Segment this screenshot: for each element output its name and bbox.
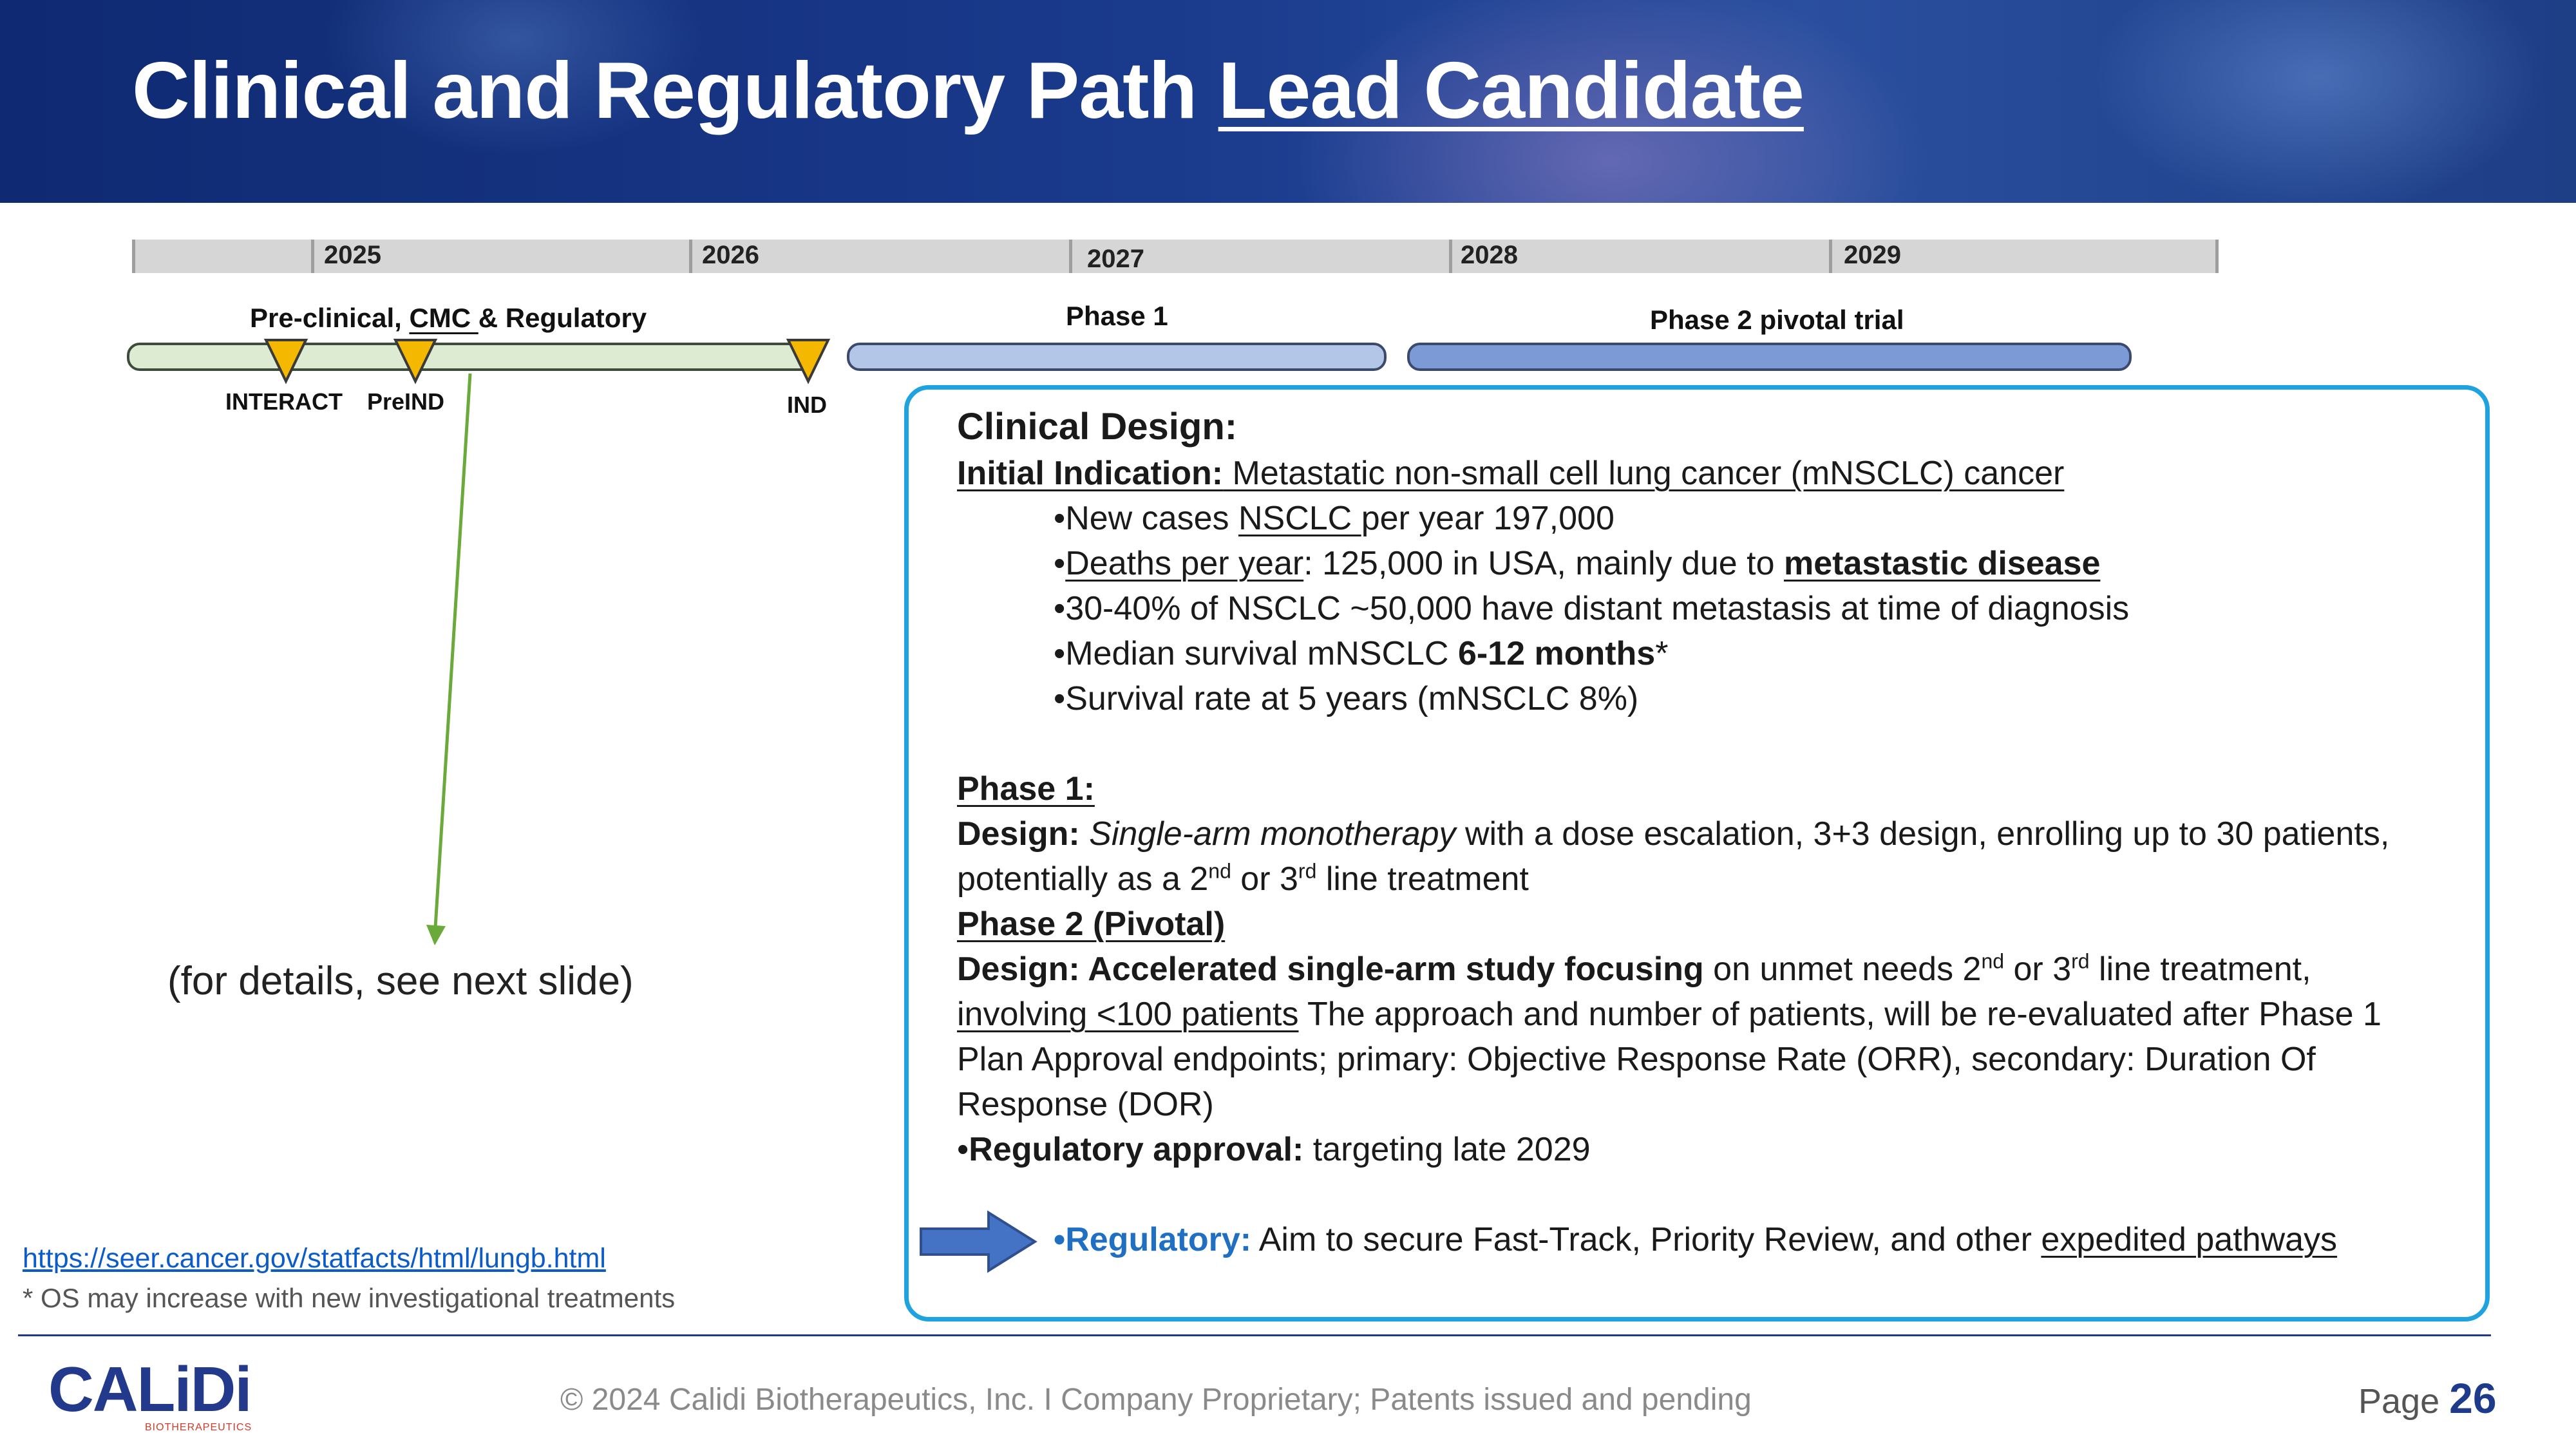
bullet-deaths xyxy=(1054,545,2100,583)
bullet-text: •Median survival mNSCLC xyxy=(1054,635,1458,672)
clinical-heading: Clinical Design: xyxy=(957,406,1238,448)
milestone-preind-marker xyxy=(395,340,435,381)
footer-divider xyxy=(18,1334,2491,1336)
milestone-label-preind: PreIND xyxy=(367,388,445,415)
regulatory-text: Aim to secure Fast-Track, Priority Review, and other xyxy=(1251,1221,2041,1258)
superscript: rd xyxy=(1298,859,1317,883)
phase-label-cmc: CMC xyxy=(409,303,478,333)
phase-label-part: & Regulatory xyxy=(478,303,647,333)
regulatory-approval-text: targeting late 2029 xyxy=(1303,1131,1591,1168)
bullet-text-underlined: Deaths per year xyxy=(1065,545,1304,582)
title-text: Clinical and Regulatory Path xyxy=(132,46,1218,135)
page-label: Page xyxy=(2358,1382,2450,1421)
design-label: Design: xyxy=(957,815,1080,853)
design-text: with a dose escalation, 3+3 design, enrolling up to 30 patients, xyxy=(1455,815,2390,853)
design-text-underlined: involving <100 patients xyxy=(957,996,1299,1033)
phase2-design-line4: Response (DOR) xyxy=(957,1086,1214,1123)
milestone-label-ind: IND xyxy=(787,392,827,418)
design-text: line treatment xyxy=(1316,860,1529,898)
superscript: nd xyxy=(1981,949,2005,973)
details-note: (for details, see next slide) xyxy=(167,959,634,1003)
milestone-interact-marker xyxy=(266,340,306,381)
os-footnote: * OS may increase with new investigational treatments xyxy=(23,1283,676,1313)
year-label: 2025 xyxy=(324,241,381,269)
bullet-text: • xyxy=(957,1131,969,1168)
bullet-text: • xyxy=(1054,545,1066,582)
logo-text: CALiDi xyxy=(48,1354,251,1425)
logo-subtext: BIOTHERAPEUTICS xyxy=(145,1422,252,1433)
details-arrow-line xyxy=(435,374,470,927)
bullet-text: * xyxy=(1655,635,1669,672)
design-text: potentially as a 2 xyxy=(957,860,1209,898)
bullet-text: per year 197,000 xyxy=(1361,500,1615,537)
design-text: line treatment, xyxy=(2089,951,2311,988)
bullet-text: •New cases xyxy=(1054,500,1238,537)
design-text: or 3 xyxy=(2004,951,2072,988)
phase-label-part: Pre-clinical, xyxy=(250,303,410,333)
regulatory-approval-line xyxy=(957,1131,1591,1170)
bullet-survival-rate: •Survival rate at 5 years (mNSCLC 8%) xyxy=(1054,680,1639,717)
bullet-median-survival xyxy=(1054,635,1668,674)
regulatory-pathway-line xyxy=(1054,1221,2337,1260)
regulatory-approval-label: Regulatory approval: xyxy=(969,1131,1304,1168)
bullet-metastasis: •30-40% of NSCLC ~50,000 have distant metastasis at time of diagnosis xyxy=(1054,590,2130,627)
milestone-ind-marker xyxy=(788,340,828,381)
phase2-design-line xyxy=(957,951,2311,989)
superscript: nd xyxy=(1208,859,1231,883)
page-number-label xyxy=(2358,1374,2497,1423)
phase1-design-line xyxy=(957,815,2389,854)
phase-label-phase2: Phase 2 pivotal trial xyxy=(1650,305,1904,335)
phase1-heading: Phase 1: xyxy=(957,770,1095,808)
phase2-heading: Phase 2 (Pivotal) xyxy=(957,905,1226,943)
page-number: 26 xyxy=(2449,1374,2497,1422)
details-arrow-head xyxy=(426,925,446,945)
calidi-logo xyxy=(48,1354,261,1435)
design-text: on unmet needs 2 xyxy=(1703,951,1982,988)
indication-label: Initial Indication: xyxy=(957,455,1224,492)
phase1-design-line2 xyxy=(957,860,1529,899)
design-text: The approach and number of patients, will be re-evaluated after Phase 1 xyxy=(1298,996,2382,1033)
year-label: 2026 xyxy=(702,241,759,269)
milestone-label-interact: INTERACT xyxy=(225,388,343,415)
design-italic: Single-arm monotherapy xyxy=(1089,815,1456,853)
bullet-text-emphasis: metastastic disease xyxy=(1783,545,2101,582)
year-label: 2029 xyxy=(1844,241,1901,269)
regulatory-label: •Regulatory: xyxy=(1054,1221,1252,1258)
regulatory-text-underlined: expedited pathways xyxy=(2041,1221,2338,1258)
bullet-new-cases xyxy=(1054,500,1615,538)
indication-line xyxy=(957,455,2064,493)
design-label: Design: Accelerated single-arm study focusing xyxy=(957,951,1704,988)
bullet-text-underlined: NSCLC xyxy=(1238,500,1361,537)
superscript: rd xyxy=(2071,949,2090,973)
bullet-text-emphasis: 6-12 months xyxy=(1457,635,1656,672)
indication-text: Metastatic non-small cell lung cancer (mNSCLC) cancer xyxy=(1223,455,2065,492)
phase2-design-line3: Plan Approval endpoints; primary: Objective Response Rate (ORR), secondary: Duration Of xyxy=(957,1041,2316,1078)
phase2-design-line2 xyxy=(957,996,2382,1034)
year-label: 2028 xyxy=(1461,241,1518,269)
design-text: or 3 xyxy=(1231,860,1298,898)
title-underlined-text: Lead Candidate xyxy=(1218,46,1804,135)
copyright-text: © 2024 Calidi Biotherapeutics, Inc. I Company Proprietary; Patents issued and pending xyxy=(560,1383,1752,1417)
bullet-text: : 125,000 in USA, mainly due to xyxy=(1303,545,1784,582)
regulatory-arrow-icon xyxy=(918,1209,1040,1274)
year-label: 2027 xyxy=(1087,245,1144,273)
source-link[interactable]: https://seer.cancer.gov/statfacts/html/lungb.html xyxy=(23,1243,606,1274)
phase-label-phase1: Phase 1 xyxy=(1066,301,1168,331)
